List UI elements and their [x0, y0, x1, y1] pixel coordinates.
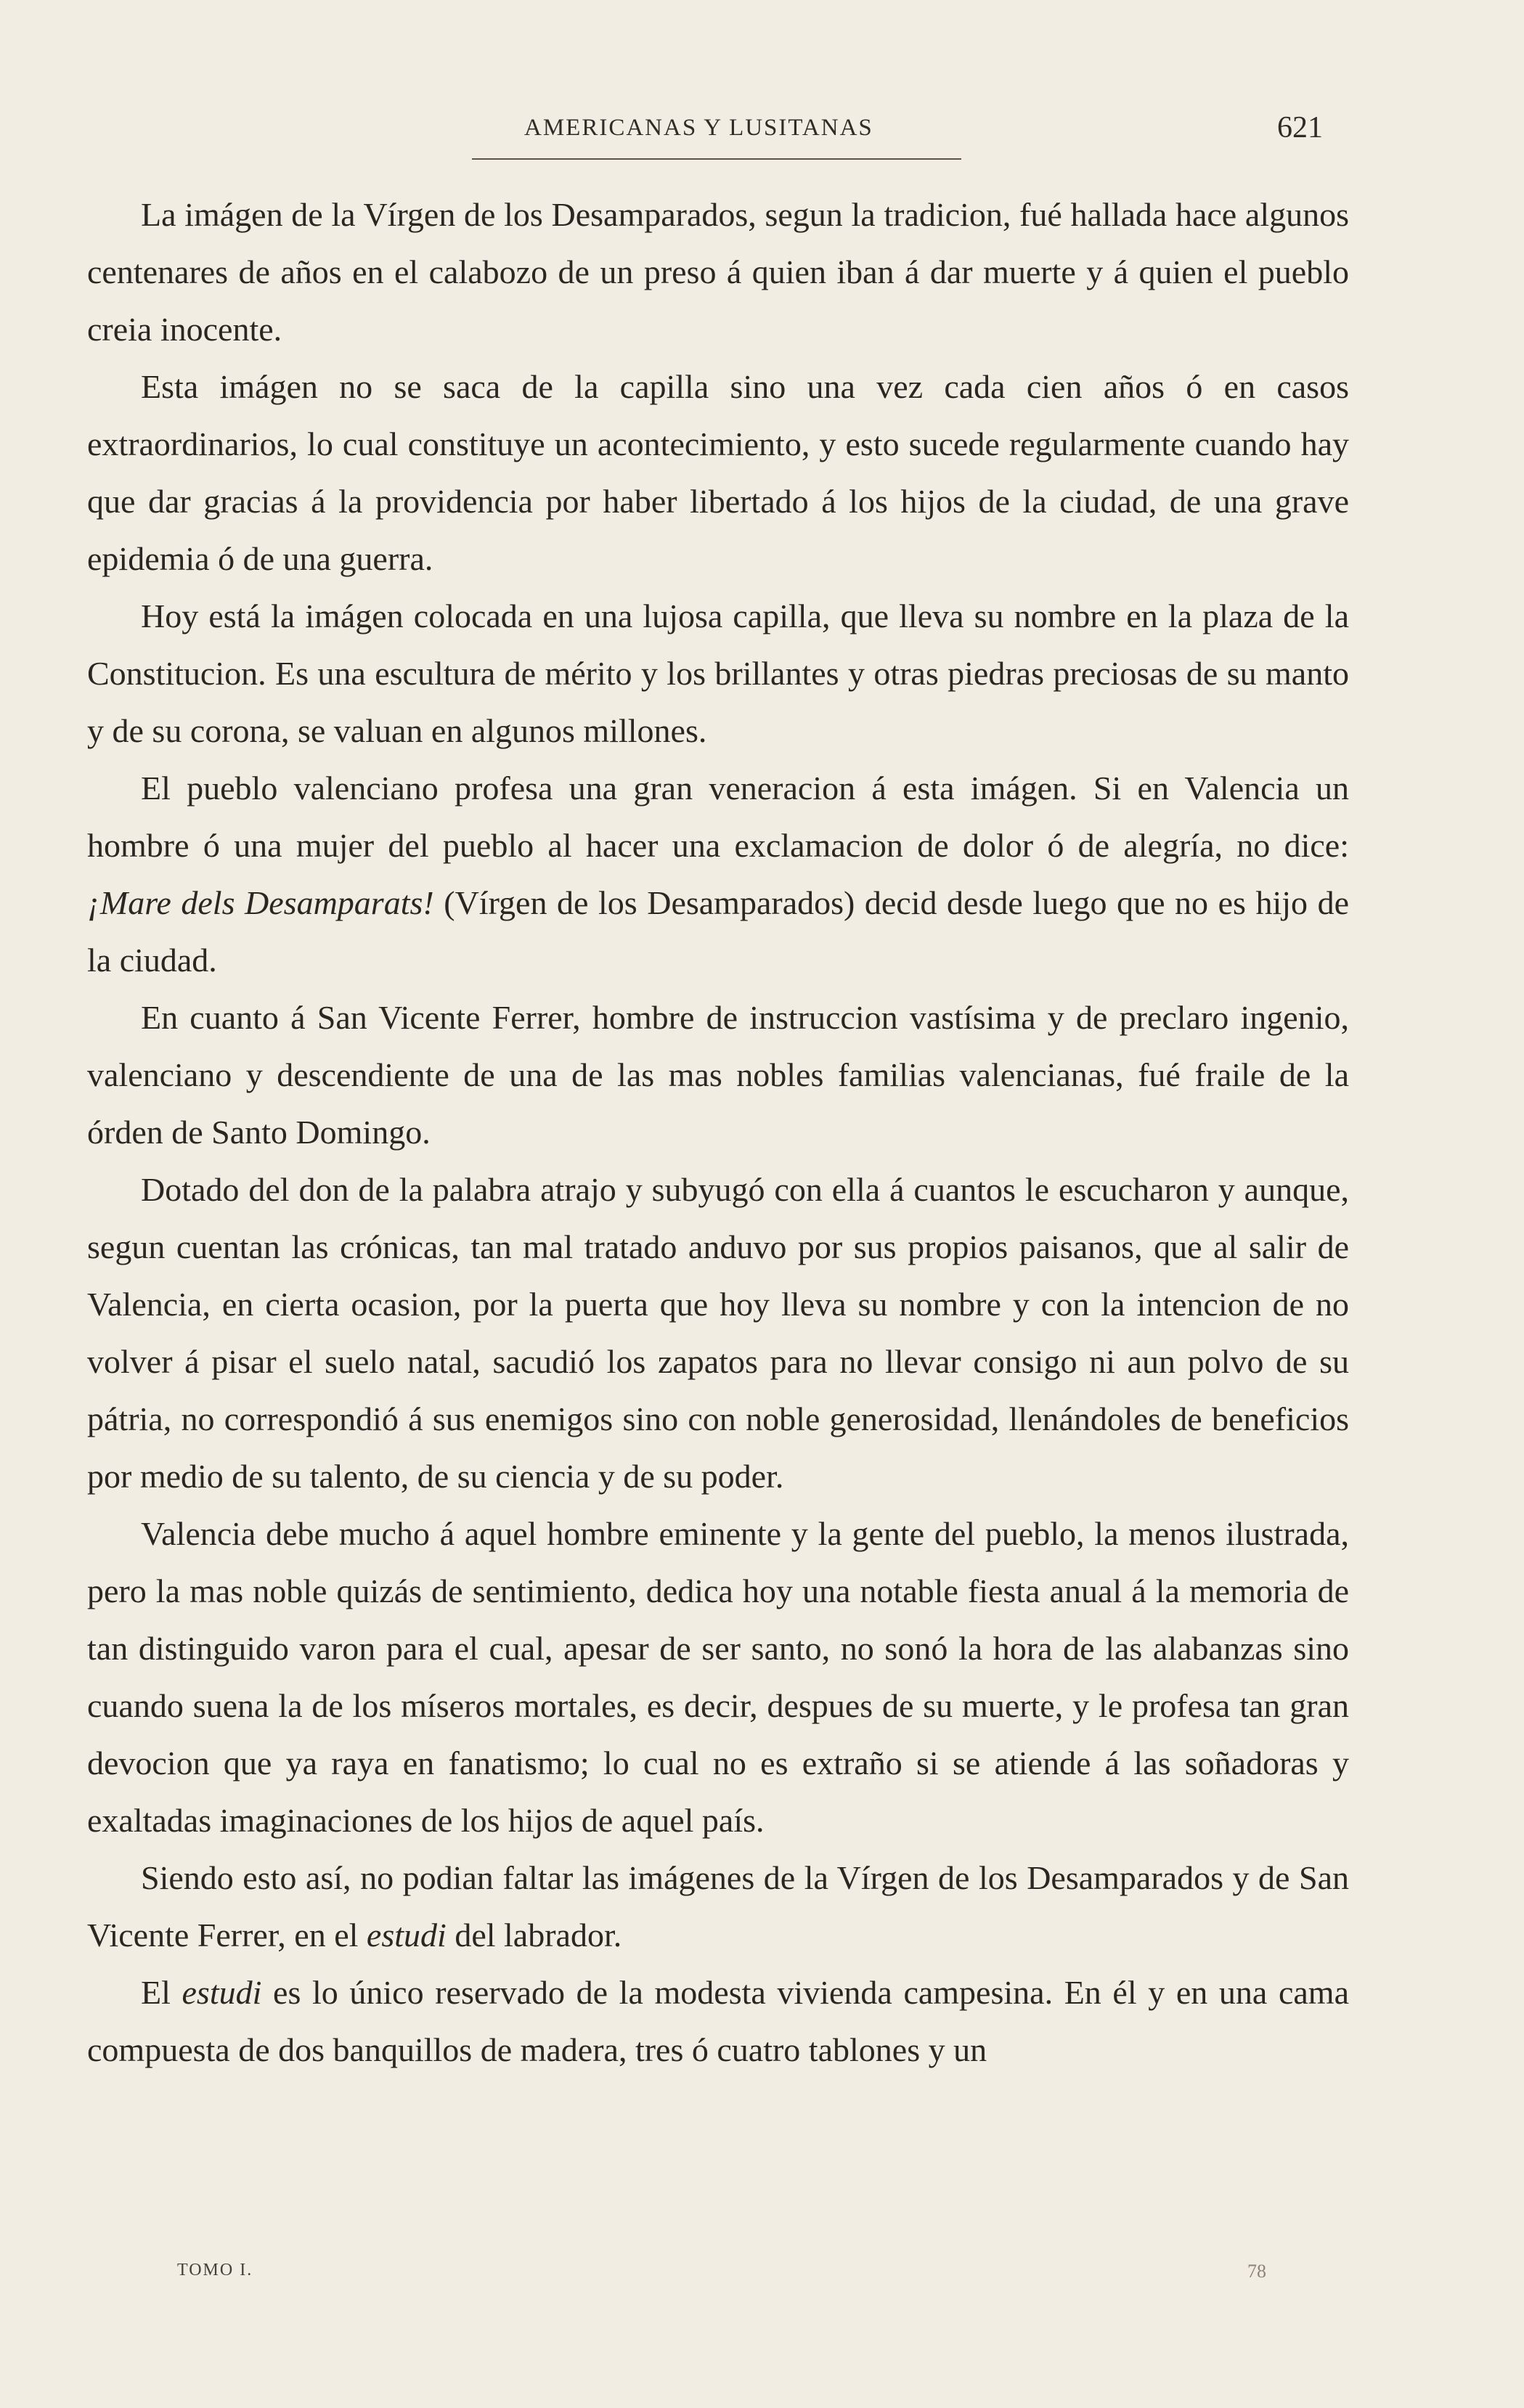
text-segment: En cuanto á San Vicente Ferrer, hombre de instruccion vastísima y de preclaro ingenio, valenciano y descendiente de una de las mas nobles familias valencianas, fué fraile de la órden de Santo Domingo. [87, 999, 1349, 1151]
signature-mark: 78 [1247, 2261, 1266, 2282]
paragraph [87, 1161, 1349, 1505]
paragraph [87, 759, 1349, 989]
paragraph [87, 186, 1349, 358]
text-segment: Esta imágen no se saca de la capilla sino una vez cada cien años ó en casos extraordinarios, lo cual constituye un acontecimiento, y esto sucede regularmente cuando hay que dar gracias á la providencia por haber libertado á los hijos de la ciudad, de una grave epidemia ó de una guerra. [87, 368, 1349, 577]
text-segment: Hoy está la imágen colocada en una lujosa capilla, que lleva su nombre en la plaza de la Constitucion. Es una escultura de mérito y los brillantes y otras piedras preciosas de su manto y de su corona, se valuan en algunos millones. [87, 597, 1349, 749]
italic-text-segment: estudi [182, 1974, 262, 2011]
text-segment: del labrador. [446, 1917, 622, 1954]
paragraph [87, 358, 1349, 587]
text-segment: El pueblo valenciano profesa una gran veneracion á esta imágen. Si en Valencia un hombre ó una mujer del pueblo al hacer una exclamacion de dolor ó de alegría, no dice: [87, 770, 1349, 864]
italic-text-segment: estudi [366, 1917, 447, 1954]
text-segment: Siendo esto así, no podian faltar las imágenes de la Vírgen de los Desamparados y de San Vicente Ferrer, en el [87, 1859, 1349, 1954]
paragraph [87, 1505, 1349, 1849]
paragraph [87, 1849, 1349, 1964]
italic-text-segment: ¡Mare dels Desamparats! [87, 884, 434, 921]
text-segment: Valencia debe mucho á aquel hombre eminente y la gente del pueblo, la menos ilustrada, pero la mas noble quizás de sentimiento, dedica hoy una notable fiesta anual á la memoria de tan distinguido varon para el cual, apesar de ser santo, no sonó la hora de las alabanzas sino cuando suena la de los míseros mortales, es decir, despues de su muerte, y le profesa tan gran devocion que ya raya en fanatismo; lo cual no es extraño si se atiende á las soñadoras y exaltadas imaginaciones de los hijos de aquel país. [87, 1515, 1349, 1839]
page-footer [177, 2261, 1266, 2290]
text-segment: La imágen de la Vírgen de los Desamparados, segun la tradicion, fué hallada hace algunos centenares de años en el calabozo de un preso á quien iban á dar muerte y á quien el pueblo creia inocente. [87, 196, 1349, 348]
volume-mark: TOMO I. [177, 2261, 253, 2280]
body-text [87, 186, 1349, 2078]
text-segment: Dotado del don de la palabra atrajo y subyugó con ella á cuantos le escucharon y aunque, segun cuentan las crónicas, tan mal tratado anduvo por sus propios paisanos, que al salir de Valencia, en cierta ocasion, por la puerta que hoy lleva su nombre y con la intencion de no volver á pisar el suelo natal, sacudió los zapatos para no llevar consigo ni aun polvo de su pátria, no correspondió á sus enemigos sino con noble generosidad, llenándoles de beneficios por medio de su talento, de su ciencia y de su poder. [87, 1171, 1349, 1495]
page-number: 621 [1277, 111, 1323, 144]
text-segment: El [141, 1974, 182, 2011]
running-title: AMERICANAS Y LUSITANAS [524, 115, 873, 141]
header-rule [472, 158, 961, 160]
paragraph [87, 1964, 1349, 2078]
paragraph [87, 587, 1349, 759]
paragraph [87, 989, 1349, 1161]
text-segment: es lo único reservado de la modesta vivienda campesina. En él y en una cama compuesta de dos banquillos de madera, tres ó cuatro tablones y un [87, 1974, 1349, 2068]
text-segment: (Vírgen de los Desamparados) decid desde luego que no es hijo de la ciudad. [87, 884, 1349, 979]
running-head [524, 110, 1323, 154]
